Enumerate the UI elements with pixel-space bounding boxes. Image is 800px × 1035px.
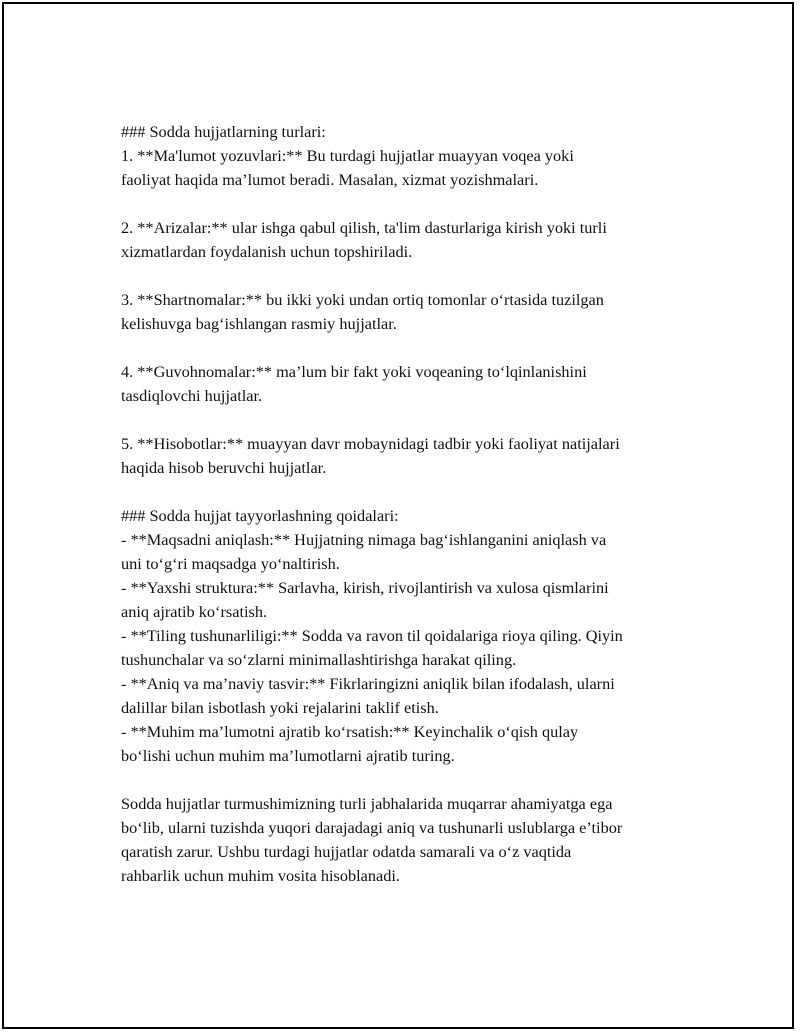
text-line: ### Sodda hujjat tayyorlashning qoidalari: — [121, 506, 399, 525]
text-line: dalillar bilan isbotlash yoki rejalarini taklif etish. — [121, 698, 439, 717]
text-line: - **Maqsadni aniqlash:** Hujjatning nimaga bag‘ishlanganini aniqlash va — [121, 530, 607, 549]
text-block-item-4 — [121, 360, 701, 408]
paragraph-gap — [121, 408, 701, 432]
text-line: bo‘lishi uchun muhim ma’lumotlarni ajratib turing. — [121, 746, 455, 765]
text-line: - **Tiling tushunarliligi:** Sodda va ravon til qoidalariga rioya qiling. Qiyin — [121, 626, 623, 645]
text-block-heading-types — [121, 120, 701, 144]
text-block-item-3 — [121, 288, 701, 336]
text-line: bo‘lib, ularni tuzishda yuqori darajadagi aniq va tushunarli uslublarga e’tibor — [121, 818, 623, 837]
paragraph-gap — [121, 336, 701, 360]
text-line: - **Muhim ma’lumotni ajratib ko‘rsatish:** Keyinchalik o‘qish qulay — [121, 722, 579, 741]
document-body — [121, 120, 701, 888]
text-line: 5. **Hisobotlar:** muayyan davr mobaynidagi tadbir yoki faoliyat natijalari — [121, 434, 620, 453]
paragraph-gap — [121, 480, 701, 504]
text-block-rule-2 — [121, 576, 701, 624]
text-block-rule-1 — [121, 528, 701, 576]
text-line: tushunchalar va so‘zlarni minimallashtirishga harakat qiling. — [121, 650, 517, 669]
text-line: faoliyat haqida ma’lumot beradi. Masalan, xizmat yozishmalari. — [121, 170, 539, 189]
text-line: 2. **Arizalar:** ular ishga qabul qilish, ta'lim dasturlariga kirish yoki turli — [121, 218, 607, 237]
text-line: aniq ajratib ko‘rsatish. — [121, 602, 268, 621]
text-block-conclusion — [121, 792, 701, 888]
paragraph-gap — [121, 264, 701, 288]
text-line: ### Sodda hujjatlarning turlari: — [121, 122, 326, 141]
text-line: haqida hisob beruvchi hujjatlar. — [121, 458, 327, 477]
text-line: rahbarlik uchun muhim vosita hisoblanadi. — [121, 866, 400, 885]
paragraph-gap — [121, 768, 701, 792]
text-block-heading-rules — [121, 504, 701, 528]
text-block-rule-3 — [121, 624, 701, 672]
text-line: - **Aniq va ma’naviy tasvir:** Fikrlaringizni aniqlik bilan ifodalash, ularni — [121, 674, 615, 693]
text-line: xizmatlardan foydalanish uchun topshiriladi. — [121, 242, 413, 261]
paragraph-gap — [121, 192, 701, 216]
text-line: 3. **Shartnomalar:** bu ikki yoki undan ortiq tomonlar o‘rtasida tuzilgan — [121, 290, 604, 309]
page-frame — [2, 2, 794, 1029]
text-block-item-2 — [121, 216, 701, 264]
text-line: 1. **Ma'lumot yozuvlari:** Bu turdagi hujjatlar muayyan voqea yoki — [121, 146, 574, 165]
text-line: 4. **Guvohnomalar:** ma’lum bir fakt yoki voqeaning to‘lqinlanishini — [121, 362, 587, 381]
text-line: qaratish zarur. Ushbu turdagi hujjatlar odatda samarali va o‘z vaqtida — [121, 842, 572, 861]
text-line: kelishuvga bag‘ishlangan rasmiy hujjatlar. — [121, 314, 397, 333]
text-line: tasdiqlovchi hujjatlar. — [121, 386, 263, 405]
text-block-item-1 — [121, 144, 701, 192]
text-block-rule-5 — [121, 720, 701, 768]
text-line: uni to‘g‘ri maqsadga yo‘naltirish. — [121, 554, 340, 573]
text-line: Sodda hujjatlar turmushimizning turli jabhalarida muqarrar ahamiyatga ega — [121, 794, 613, 813]
text-block-rule-4 — [121, 672, 701, 720]
text-block-item-5 — [121, 432, 701, 480]
text-line: - **Yaxshi struktura:** Sarlavha, kirish, rivojlantirish va xulosa qismlarini — [121, 578, 609, 597]
